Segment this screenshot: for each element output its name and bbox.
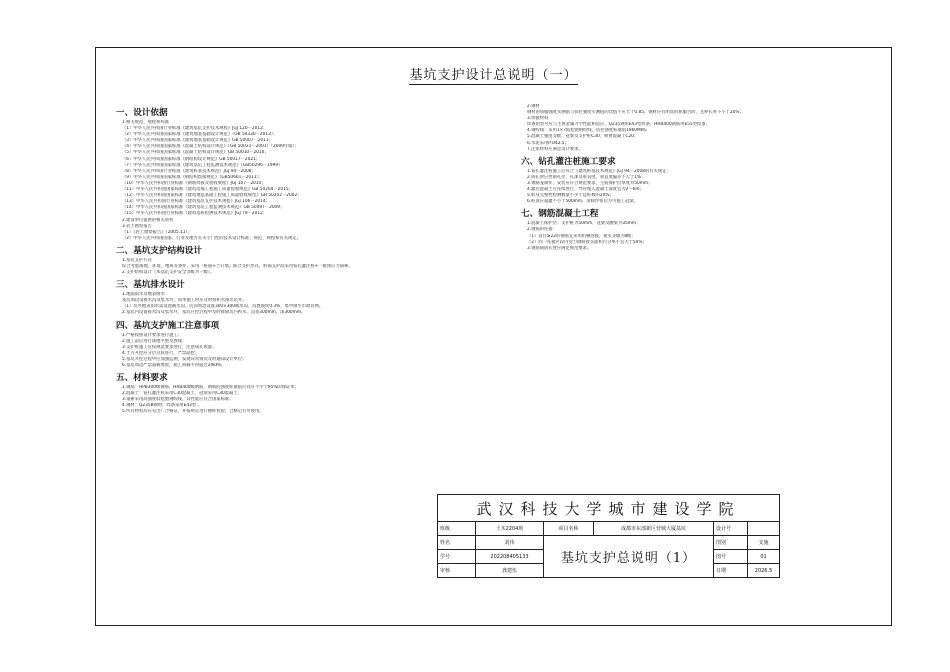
drawing-type-label: 图别 xyxy=(714,536,748,550)
drawing-type-value: 支施 xyxy=(748,536,780,550)
section-heading: 三、基坑排水设计 xyxy=(116,280,185,291)
spec-line: （8）中华人民共和国行业标准《建筑桩基技术规范》JGJ 94－2008； xyxy=(122,168,256,174)
spec-line: 1.严格按照设计要求进行施工； xyxy=(122,332,182,338)
spec-line: （2）中华人民共和国国家标准《建筑地基基础设计规范》（GB 50330－2013）； xyxy=(122,132,278,138)
spec-line: （11）中华人民共和国国家标准《建筑边坡工程施工质量验收规范》GB 50204－2015； xyxy=(122,187,293,193)
spec-line: （1）《岩土勘察报告》（2005.11）； xyxy=(122,229,192,235)
date-label: 日期 xyxy=(714,564,748,578)
name-value: 刘伟 xyxy=(476,536,544,550)
section-heading: 六、钻孔灌注桩施工要求 xyxy=(521,156,616,167)
spec-line: 3.支护桩施工应按规范要求进行，注意成孔质量； xyxy=(122,344,217,350)
spec-line: 3.锚索采用高强度低松弛钢绞线，其性能应符合国家标准； xyxy=(122,397,234,403)
spec-line: （1）中华人民共和国行业标准《建筑基坑支护技术规程》JGJ 120－2012； xyxy=(122,126,268,132)
school-name: 武汉科技大学城市建设学院 xyxy=(438,495,780,522)
spec-line: 4.灌注混凝土应连续进行，导管埋入混凝土深度宜为2～6m； xyxy=(527,187,644,193)
spec-line: 综合考虑场地、环境、地质等条件，采用『桩锚+土钉墙』联合支护形式，桩锚支护段采用钻孔灌注桩+一排预应力锚索。 xyxy=(122,263,353,269)
page-title-text: 基坑支护设计总说明（一） xyxy=(409,68,578,83)
spec-line: 7.注浆材料应满足设计要求。 xyxy=(527,146,583,152)
title-block xyxy=(437,494,780,578)
spec-line: （10）中华人民共和国行业标准《钢筋焊接及验收规程》JGJ 107－2010； xyxy=(122,180,266,186)
project-value: 成都市东部新区营城大厦基坑 xyxy=(594,522,714,536)
spec-line: 5.基坑开挖过程中应加强监测，发现异常情况及时通知设计单位； xyxy=(122,356,247,362)
spec-line: 5.所有材料均应有出厂合格证，并按规定进行抽样检验，合格后方可使用。 xyxy=(122,409,264,415)
spec-line: （14）中华人民共和国国家标准《建筑基坑工程监测技术规范》GB 50497－2009； xyxy=(122,205,285,211)
spec-line: （2）同一连接区段内受力钢筋接头面积百分率不宜大于50%； xyxy=(527,239,647,245)
spec-line: 2.建设单位提供的相关资料 xyxy=(122,217,174,223)
spec-line: （4）中华人民共和国国家标准《混凝土结构设计规范》（GB 50021－2001）（2009年版）； xyxy=(122,144,299,150)
project-label: 项目名称 xyxy=(544,522,594,536)
spec-line: 1.相关规范、规程和标准 xyxy=(122,120,170,125)
spec-line: 1.基坑支护方式 xyxy=(122,257,152,263)
drawing-no-value: 01 xyxy=(748,550,780,564)
design-no-label: 设计号 xyxy=(714,522,748,536)
spec-line: 3.钢筋笼制作、安装应符合规范要求，主筋保护层厚度为50mm； xyxy=(527,180,653,186)
spec-line: 1.钢筋：HPB300级钢筋；HRB400级钢筋，钢筋的强度标准值应具有不小于95%的保证率； xyxy=(122,385,299,391)
spec-line: 2.混凝土：钻孔灌注桩采用C30混凝土，冠梁采用C30混凝土； xyxy=(122,391,242,397)
section-heading: 二、基坑支护结构设计 xyxy=(116,245,202,256)
spec-line: 3.岩土勘察报告 xyxy=(122,223,152,229)
spec-line: 2.钢材 xyxy=(527,104,540,109)
spec-line: 2.基坑内设置排水沟及集水井，基坑开挖过程中及时排除坑内积水，沟宽300mm，深300mm。 xyxy=(122,310,306,316)
section-heading: 四、基坑支护施工注意事项 xyxy=(116,320,220,331)
spec-line: 钢材的屈服强度实测值与抗拉强度实测值的比值不应大于0.85，钢材应有明显的屈服台阶，且伸长率不小于20%； xyxy=(527,110,744,116)
spec-line: 4.钢绞线：采用1×7低松弛钢绞线，抗拉强度标准值1860MPa； xyxy=(527,128,651,134)
spec-line: 1.钻孔灌注桩施工应符合《建筑桩基技术规范》JGJ 94－2008的有关规定； xyxy=(527,168,671,174)
section-heading: 七、钢筋混凝土工程 xyxy=(521,209,599,220)
spec-line: （12）中华人民共和国国家标准《建筑地基基础工程施工质量验收规范》GB 50202－2002； xyxy=(122,193,302,199)
spec-line: 1.混凝土保护层：支护桩为50mm，冠梁及腰梁为35mm； xyxy=(527,221,641,227)
date-value: 2026.5 xyxy=(748,564,780,578)
section-heading: 五、材料要求 xyxy=(116,373,168,384)
section-heading: 一、设计依据 xyxy=(116,108,168,118)
student-id-value: 202208405133 xyxy=(476,550,544,564)
spec-line: （9）中华人民共和国国家标准《钢结构焊接规范》（GB50661－2011）； xyxy=(122,174,264,180)
drawing-title: 基坑支护总说明（1） xyxy=(544,536,714,578)
spec-line: 2.施工前应进行场地平整及放线； xyxy=(122,338,187,344)
spec-line: （5）中华人民共和国国家标准《混凝土结构设计规范》GB 50010－2010； xyxy=(122,150,269,156)
spec-line: 3.钢筋锚固长度应满足规范要求。 xyxy=(527,245,592,251)
spec-line: 4.土方开挖应分层分段进行，严禁超挖； xyxy=(122,350,200,356)
spec-line: 6.桩顶应超灌不小于500mm，凿除浮浆后方可施工冠梁。 xyxy=(527,199,638,205)
spec-line: 6.基坑周边严禁超载堆放，施工荷载不得超过20kPa。 xyxy=(122,363,226,368)
spec-line: （7）中华人民共和国国家标准《建筑基坑工程监测技术规范》（GB50296－1999） xyxy=(122,162,283,168)
drawing-no-label: 图号 xyxy=(714,550,748,564)
spec-line: 焊条的型号应与主体金属力学性能相适应，Q235钢用E43型焊条，HRB400钢筋用E55型焊条； xyxy=(527,122,710,128)
spec-line: 2.钢筋的连接： xyxy=(527,227,557,233)
spec-line: （15）中华人民共和国行业标准《建筑基桩检测技术规范》JGJ 79－2012； xyxy=(122,211,268,217)
spec-line: 4.钢材：Q235B钢材，焊条采用E43型； xyxy=(122,403,201,409)
spec-line: （13）中华人民共和国行业标准《建筑基坑支护技术规程》JGJ 106－2014； xyxy=(122,199,270,205)
student-id-label: 学号 xyxy=(438,550,476,564)
spec-line: 2.支护结构设计（本基坑支护安全等级为一级）。 xyxy=(122,270,215,276)
reviewer-value: 龚建伍 xyxy=(476,564,544,578)
name-label: 姓名 xyxy=(438,536,476,550)
spec-line: （6）中华人民共和国国家标准《钢结构设计规范》GB 50017－2021； xyxy=(122,156,261,162)
page-title xyxy=(96,64,891,83)
spec-line: （1）直径≥22的钢筋宜采用机械连接，接头等级为Ⅱ级； xyxy=(527,233,636,239)
design-no-value xyxy=(748,522,780,536)
spec-line: （2）中华人民共和国国家、行业及地方有关专门性的技术设计标准、规范、规程和有关规定。 xyxy=(122,235,301,241)
spec-line: 3.焊接材料 xyxy=(527,116,549,122)
spec-line: 5.桩身完整性检测数量不少于总桩数的20%； xyxy=(527,193,614,199)
class-label: 班级 xyxy=(438,522,476,536)
spec-line: （3）中华人民共和国国家标准《建筑地基基础设计规范》GB 50007－2011； xyxy=(122,138,273,144)
spec-line: 1.地面雨水及地表排水 xyxy=(122,292,165,298)
class-value: 土木2204班 xyxy=(476,522,544,536)
spec-line: （1）坑外地表雨水需设置截水沟，坑顶周边设置300×300截水沟，沟底坡度0.3%，集中排至市政管网。 xyxy=(122,304,324,310)
spec-line: 基坑周边设排水沟及集水井，雨季施工时应及时将积水排出坑外。 xyxy=(122,298,247,304)
right-column xyxy=(521,104,873,449)
spec-line: 6.水泥采用P.O42.5； xyxy=(527,140,569,146)
spec-line: 2.成孔时应控制孔径、孔深及垂直度，垂直度偏差不大于1%； xyxy=(527,174,646,180)
spec-line: 5.混凝土强度等级：冠梁及支护桩C30，喷射混凝土C20； xyxy=(527,134,639,140)
reviewer-label: 审核 xyxy=(438,564,476,578)
